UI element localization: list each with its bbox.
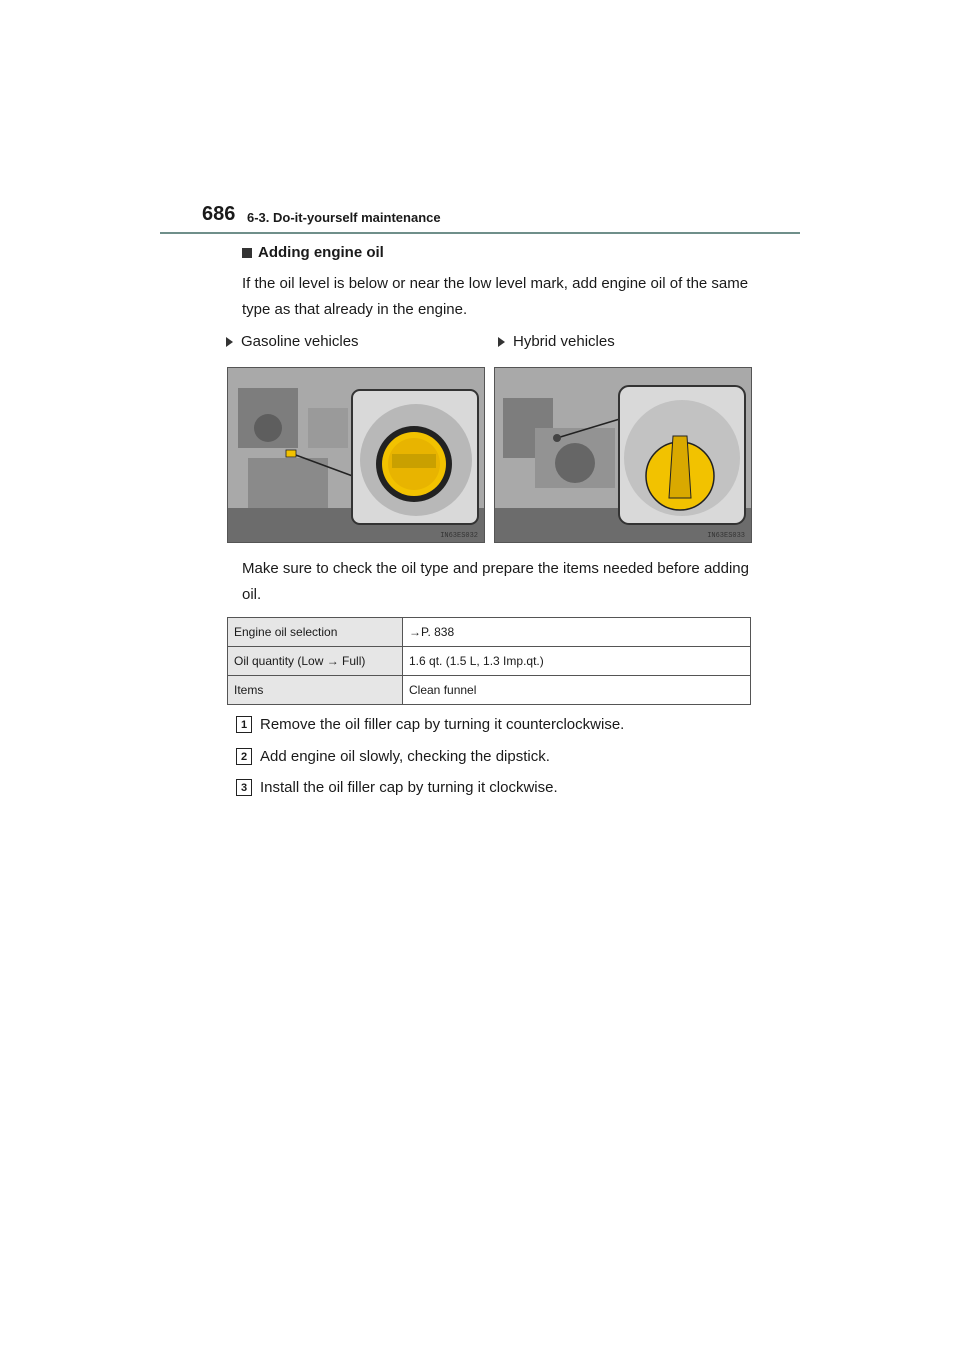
header-rule	[160, 232, 800, 234]
step-text: Remove the oil filler cap by turning it counterclockwise.	[260, 716, 625, 733]
figure-label-text: Hybrid vehicles	[513, 333, 615, 350]
table-value: →P. 838	[403, 618, 751, 647]
step-2	[236, 748, 550, 765]
table-row	[228, 618, 751, 647]
table-key: Items	[228, 676, 403, 705]
figure-code: IN63ES033	[707, 532, 745, 540]
table-row	[228, 676, 751, 705]
table-key: Oil quantity (Low → Full)	[228, 647, 403, 676]
triangle-bullet-icon	[226, 337, 233, 347]
table-key: Engine oil selection	[228, 618, 403, 647]
triangle-bullet-icon	[498, 337, 505, 347]
page-number: 686	[202, 203, 236, 225]
figure-label-text: Gasoline vehicles	[241, 333, 359, 350]
step-number: 3	[236, 779, 252, 796]
note-paragraph: Make sure to check the oil type and prepare the items needed before adding oil.	[242, 560, 749, 603]
figure-label-gasoline	[226, 333, 359, 350]
engine-figure-gasoline	[227, 367, 485, 543]
table-row	[228, 647, 751, 676]
step-number: 2	[236, 748, 252, 765]
section-title: 6-3. Do-it-yourself maintenance	[247, 210, 441, 225]
intro-paragraph: If the oil level is below or near the low level mark, add engine oil of the same type as that already in the engine.	[242, 275, 749, 318]
heading-text: Adding engine oil	[258, 244, 384, 261]
figure-label-hybrid	[498, 333, 615, 350]
section-heading	[242, 244, 384, 261]
step-text: Install the oil filler cap by turning it clockwise.	[260, 779, 558, 796]
step-number: 1	[236, 716, 252, 733]
step-1	[236, 716, 624, 733]
figure-code: IN63ES032	[440, 532, 478, 540]
step-3	[236, 779, 558, 796]
oil-spec-table	[227, 617, 751, 705]
square-bullet-icon	[242, 248, 252, 258]
engine-bay-illustration	[228, 368, 484, 542]
table-value: Clean funnel	[403, 676, 751, 705]
table-value: 1.6 qt. (1.5 L, 1.3 Imp.qt.)	[403, 647, 751, 676]
engine-bay-illustration	[495, 368, 751, 542]
step-text: Add engine oil slowly, checking the dipstick.	[260, 748, 550, 765]
engine-figure-hybrid	[494, 367, 752, 543]
